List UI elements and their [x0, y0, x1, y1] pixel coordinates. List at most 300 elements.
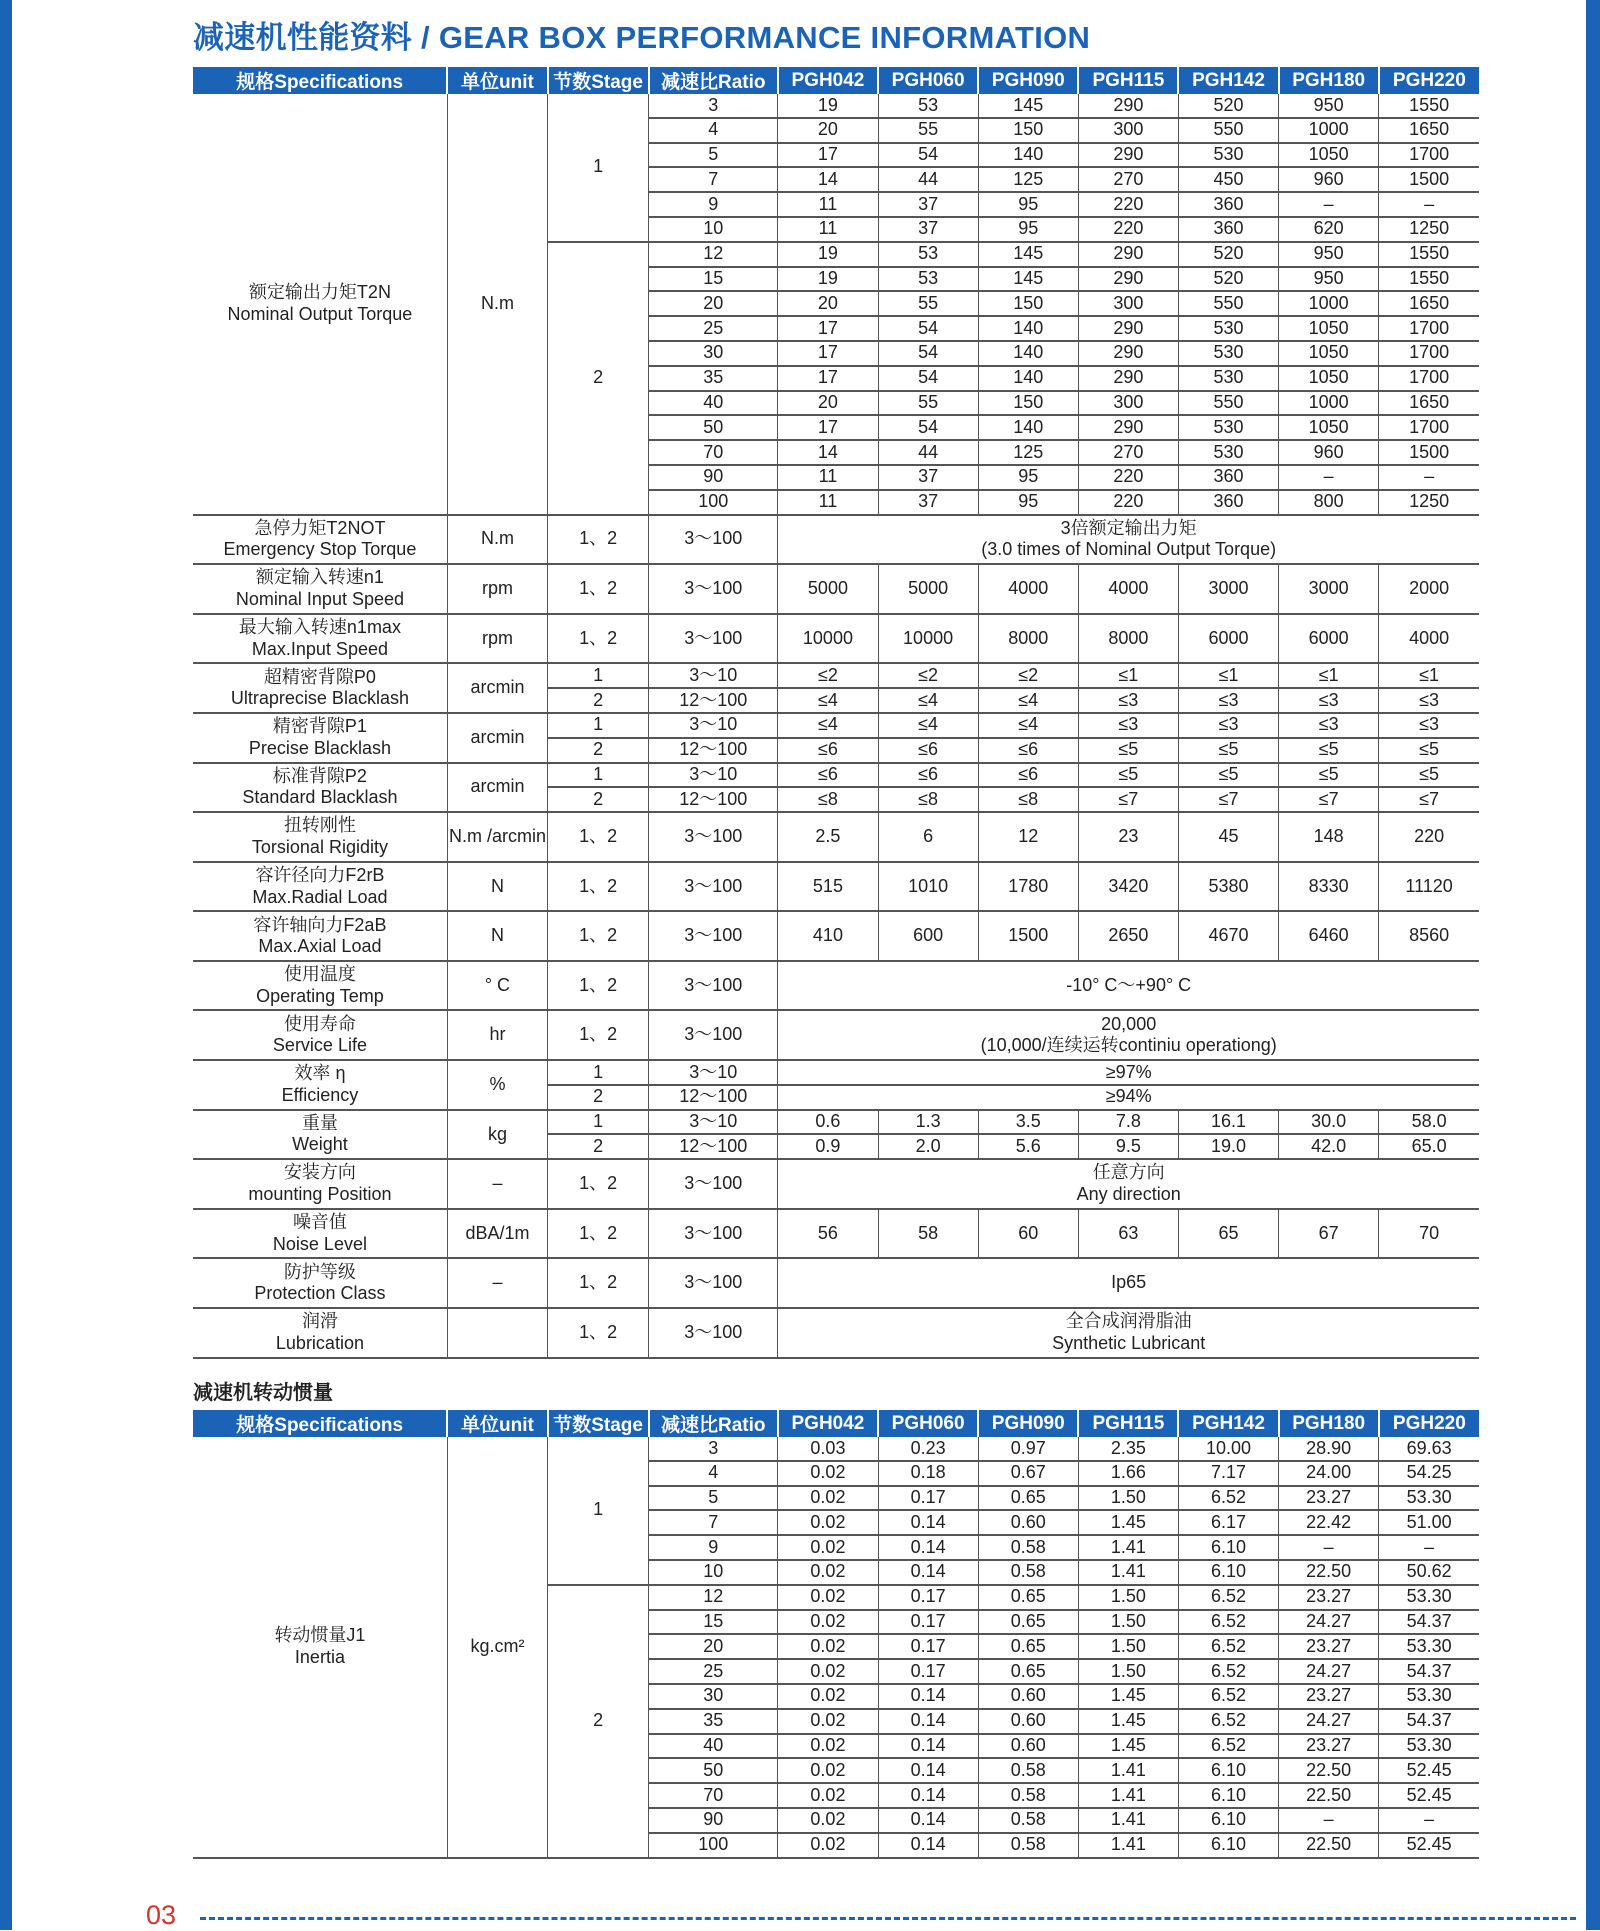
stage-cell: 1、2: [548, 1209, 649, 1259]
value-cell: 52.45: [1379, 1783, 1479, 1808]
value-cell: 54: [878, 143, 978, 168]
value-cell: 960: [1279, 440, 1379, 465]
value-cell: 530: [1178, 415, 1278, 440]
value-cell: 37: [878, 192, 978, 217]
spec-label-cn: 额定输入转速n1: [255, 567, 384, 588]
value-cell: 1550: [1379, 94, 1479, 118]
ratio-cell: 3～10: [649, 1060, 778, 1085]
header-stage: 节数Stage: [548, 1410, 649, 1437]
merged-line: 3倍额定输出力矩: [1060, 517, 1197, 538]
value-cell: 23.27: [1279, 1734, 1379, 1759]
ratio-cell: 3～100: [649, 515, 778, 565]
table-row: [193, 94, 1479, 118]
value-cell: 22.50: [1279, 1560, 1379, 1585]
value-cell: 9.5: [1078, 1134, 1178, 1159]
value-cell: 220: [1078, 465, 1178, 490]
value-cell: 550: [1178, 291, 1278, 316]
value-cell: ≤2: [978, 663, 1078, 688]
value-cell: 53.30: [1379, 1585, 1479, 1610]
value-cell: –: [1279, 192, 1379, 217]
spec-label-en: Protection Class: [254, 1283, 386, 1304]
value-cell: 54: [878, 316, 978, 341]
value-cell: 19: [778, 242, 878, 267]
value-cell: 1.50: [1078, 1486, 1178, 1511]
value-cell: 0.17: [878, 1585, 978, 1610]
value-cell: ≤4: [878, 688, 978, 713]
spec-label-en: Efficiency: [281, 1084, 359, 1105]
ratio-cell: 90: [649, 1808, 778, 1833]
value-cell: 6.17: [1178, 1510, 1278, 1535]
value-cell: 0.97: [978, 1437, 1078, 1461]
stage-cell: 2: [548, 1585, 649, 1858]
ratio-cell: 3: [649, 94, 778, 118]
value-cell: 0.14: [878, 1783, 978, 1808]
value-cell: 1780: [978, 862, 1078, 912]
ratio-cell: 3～10: [649, 663, 778, 688]
value-cell: 140: [978, 366, 1078, 391]
ratio-cell: 3～100: [649, 1308, 778, 1358]
ratio-cell: 40: [649, 1734, 778, 1759]
merged-value-cell: ≥97%: [778, 1060, 1479, 1085]
value-cell: 8330: [1279, 862, 1379, 912]
value-cell: 6.52: [1178, 1585, 1278, 1610]
value-cell: 24.27: [1279, 1709, 1379, 1734]
value-cell: 4000: [978, 564, 1078, 614]
spec-label: [193, 862, 447, 912]
value-cell: 53.30: [1379, 1486, 1479, 1511]
merged-line: 任意方向: [1092, 1162, 1165, 1183]
merged-value-cell: [778, 1308, 1479, 1358]
header-model: PGH042: [778, 1410, 878, 1437]
value-cell: 220: [1078, 192, 1178, 217]
merged-value-cell: [778, 1258, 1479, 1308]
ratio-cell: 12～100: [649, 738, 778, 763]
value-cell: 56: [778, 1209, 878, 1259]
value-cell: –: [1279, 465, 1379, 490]
value-cell: ≤6: [978, 763, 1078, 788]
unit-cell: rpm: [447, 564, 547, 614]
stage-cell: 2: [548, 787, 649, 812]
stage-cell: 1、2: [548, 961, 649, 1011]
value-cell: ≤5: [1178, 763, 1278, 788]
merged-line: -10° C～+90° C: [1066, 974, 1192, 995]
table-row: [193, 713, 1479, 738]
unit-cell: N: [447, 911, 547, 961]
value-cell: 0.14: [878, 1684, 978, 1709]
value-cell: 1.50: [1078, 1659, 1178, 1684]
value-cell: –: [1279, 1808, 1379, 1833]
value-cell: 1650: [1379, 391, 1479, 416]
header-model: PGH060: [878, 67, 978, 94]
ratio-cell: 50: [649, 1758, 778, 1783]
value-cell: 6.52: [1178, 1734, 1278, 1759]
stage-cell: 1、2: [548, 1258, 649, 1308]
spec-label-cn: 重量: [301, 1112, 338, 1133]
table-row: [193, 911, 1479, 961]
value-cell: 1.45: [1078, 1734, 1178, 1759]
value-cell: 65: [1178, 1209, 1278, 1259]
value-cell: 42.0: [1279, 1134, 1379, 1159]
value-cell: 0.02: [778, 1808, 878, 1833]
value-cell: 0.14: [878, 1535, 978, 1560]
value-cell: 0.58: [978, 1808, 1078, 1833]
table-row: [193, 1437, 1479, 1461]
spec-label: [193, 564, 447, 614]
ratio-cell: 4: [649, 1461, 778, 1486]
value-cell: 54.25: [1379, 1461, 1479, 1486]
value-cell: 0.02: [778, 1833, 878, 1858]
value-cell: ≤8: [878, 787, 978, 812]
value-cell: 1500: [1379, 440, 1479, 465]
value-cell: 1.50: [1078, 1585, 1178, 1610]
value-cell: 1.66: [1078, 1461, 1178, 1486]
unit-cell: –: [447, 1258, 547, 1308]
value-cell: 145: [978, 267, 1078, 292]
value-cell: 0.14: [878, 1560, 978, 1585]
value-cell: 0.14: [878, 1808, 978, 1833]
stage-cell: 1: [548, 1437, 649, 1585]
spec-label: [193, 1159, 447, 1209]
value-cell: 0.17: [878, 1610, 978, 1635]
value-cell: 960: [1279, 167, 1379, 192]
value-cell: 0.18: [878, 1461, 978, 1486]
value-cell: 53: [878, 94, 978, 118]
value-cell: 0.02: [778, 1461, 878, 1486]
value-cell: 11: [778, 217, 878, 242]
left-border-bar: [0, 0, 12, 1930]
value-cell: 0.65: [978, 1610, 1078, 1635]
spec-label: [193, 614, 447, 664]
value-cell: 60: [978, 1209, 1078, 1259]
value-cell: ≤3: [1279, 713, 1379, 738]
stage-cell: 1、2: [548, 1010, 649, 1060]
ratio-cell: 70: [649, 1783, 778, 1808]
value-cell: 23: [1078, 812, 1178, 862]
value-cell: 53.30: [1379, 1634, 1479, 1659]
merged-line: 全合成润滑脂油: [1065, 1311, 1192, 1332]
performance-table: [193, 67, 1479, 1359]
value-cell: 22.50: [1279, 1783, 1379, 1808]
value-cell: 0.02: [778, 1659, 878, 1684]
stage-cell: 1、2: [548, 614, 649, 664]
spec-label-en: Operating Temp: [256, 985, 384, 1006]
merged-value-cell: [778, 961, 1479, 1011]
merged-line: 20,000: [1101, 1013, 1157, 1034]
unit-cell: rpm: [447, 614, 547, 664]
spec-label-en: Max.Radial Load: [252, 886, 388, 907]
header-model: PGH142: [1178, 67, 1278, 94]
stage-cell: 1、2: [548, 911, 649, 961]
value-cell: 7.17: [1178, 1461, 1278, 1486]
ratio-cell: 9: [649, 1535, 778, 1560]
value-cell: 0.14: [878, 1734, 978, 1759]
spec-label-cn: 扭转刚性: [283, 815, 356, 836]
value-cell: 1050: [1279, 341, 1379, 366]
value-cell: 67: [1279, 1209, 1379, 1259]
header-model: PGH180: [1279, 67, 1379, 94]
value-cell: 0.02: [778, 1684, 878, 1709]
value-cell: 520: [1178, 242, 1278, 267]
value-cell: 0.02: [778, 1486, 878, 1511]
value-cell: ≤1: [1279, 663, 1379, 688]
value-cell: 1550: [1379, 267, 1479, 292]
spec-label-cn: 额定输出力矩T2N: [248, 282, 391, 303]
value-cell: 0.6: [778, 1110, 878, 1135]
stage-cell: 1: [548, 663, 649, 688]
value-cell: 6.10: [1178, 1783, 1278, 1808]
unit-cell: N.m: [447, 515, 547, 565]
ratio-cell: 10: [649, 217, 778, 242]
unit-cell: N.m /arcmin: [447, 812, 547, 862]
ratio-cell: 3～100: [649, 1209, 778, 1259]
value-cell: 1050: [1279, 143, 1379, 168]
value-cell: 19: [778, 267, 878, 292]
spec-label-cn: 急停力矩T2NOT: [254, 517, 386, 538]
value-cell: 10.00: [1178, 1437, 1278, 1461]
ratio-cell: 3～100: [649, 1258, 778, 1308]
value-cell: 4670: [1178, 911, 1278, 961]
value-cell: 17: [778, 415, 878, 440]
value-cell: –: [1379, 192, 1479, 217]
value-cell: 53: [878, 267, 978, 292]
ratio-cell: 5: [649, 1486, 778, 1511]
value-cell: 1.3: [878, 1110, 978, 1135]
unit-cell: dBA/1m: [447, 1209, 547, 1259]
header-model: PGH142: [1178, 1410, 1278, 1437]
value-cell: 11: [778, 490, 878, 515]
value-cell: 50.62: [1379, 1560, 1479, 1585]
value-cell: 24.00: [1279, 1461, 1379, 1486]
header-model: PGH220: [1379, 67, 1479, 94]
value-cell: 55: [878, 391, 978, 416]
spec-label-en: Nominal Output Torque: [227, 303, 413, 324]
spec-label-en: mounting Position: [248, 1184, 392, 1205]
value-cell: 220: [1078, 217, 1178, 242]
value-cell: 1.45: [1078, 1684, 1178, 1709]
value-cell: 290: [1078, 341, 1178, 366]
table-header-row: [193, 67, 1479, 94]
ratio-cell: 100: [649, 490, 778, 515]
value-cell: 22.50: [1279, 1758, 1379, 1783]
ratio-cell: 12: [649, 242, 778, 267]
value-cell: ≤5: [1078, 763, 1178, 788]
value-cell: ≤5: [1178, 738, 1278, 763]
spec-label-cn: 容许轴向力F2aB: [253, 914, 387, 935]
value-cell: 300: [1078, 291, 1178, 316]
value-cell: 3000: [1178, 564, 1278, 614]
value-cell: 2.5: [778, 812, 878, 862]
value-cell: 6000: [1279, 614, 1379, 664]
spec-label: [193, 961, 447, 1011]
value-cell: 63: [1078, 1209, 1178, 1259]
value-cell: 54: [878, 341, 978, 366]
value-cell: 0.02: [778, 1783, 878, 1808]
footer-divider: [200, 1917, 1576, 1920]
spec-label: [193, 713, 447, 763]
ratio-cell: 3～100: [649, 961, 778, 1011]
value-cell: 10000: [778, 614, 878, 664]
value-cell: 0.17: [878, 1634, 978, 1659]
spec-label-cn: 超精密背隙P0: [263, 666, 376, 687]
value-cell: 220: [1379, 812, 1479, 862]
value-cell: 95: [978, 192, 1078, 217]
value-cell: 0.9: [778, 1134, 878, 1159]
table-row: [193, 1258, 1479, 1308]
value-cell: 2.35: [1078, 1437, 1178, 1461]
value-cell: 1500: [978, 911, 1078, 961]
ratio-cell: 25: [649, 316, 778, 341]
ratio-cell: 20: [649, 1634, 778, 1659]
value-cell: 600: [878, 911, 978, 961]
value-cell: 54.37: [1379, 1709, 1479, 1734]
value-cell: 1.41: [1078, 1808, 1178, 1833]
value-cell: 0.58: [978, 1833, 1078, 1858]
value-cell: 410: [778, 911, 878, 961]
spec-label-en: Inertia: [294, 1646, 345, 1667]
value-cell: ≤5: [1379, 763, 1479, 788]
value-cell: 150: [978, 291, 1078, 316]
spec-label: [193, 1010, 447, 1060]
spec-label-cn: 使用温度: [283, 964, 356, 985]
value-cell: 1250: [1379, 490, 1479, 515]
value-cell: 6.10: [1178, 1808, 1278, 1833]
stage-cell: 2: [548, 242, 649, 515]
value-cell: 7.8: [1078, 1110, 1178, 1135]
spec-label: [193, 1308, 447, 1358]
header-model: PGH060: [878, 1410, 978, 1437]
stage-cell: 1、2: [548, 812, 649, 862]
merged-line: (3.0 times of Nominal Output Torque): [981, 539, 1277, 560]
value-cell: ≤5: [1279, 763, 1379, 788]
table-row: [193, 1010, 1479, 1060]
value-cell: 6.10: [1178, 1560, 1278, 1585]
unit-cell: N.m: [447, 94, 547, 515]
value-cell: ≤1: [1379, 663, 1479, 688]
inertia-section-title: 减速机转动惯量: [193, 1382, 333, 1404]
value-cell: 10000: [878, 614, 978, 664]
spec-label-cn: 使用寿命: [283, 1013, 356, 1034]
ratio-cell: 7: [649, 167, 778, 192]
value-cell: 290: [1078, 415, 1178, 440]
value-cell: 1.45: [1078, 1510, 1178, 1535]
unit-cell: kg: [447, 1110, 547, 1160]
value-cell: 0.67: [978, 1461, 1078, 1486]
value-cell: 53.30: [1379, 1684, 1479, 1709]
value-cell: 0.60: [978, 1510, 1078, 1535]
merged-value-cell: [778, 515, 1479, 565]
spec-label: [193, 1258, 447, 1308]
value-cell: 6.52: [1178, 1610, 1278, 1635]
value-cell: ≤4: [778, 688, 878, 713]
ratio-cell: 12～100: [649, 688, 778, 713]
value-cell: ≤6: [978, 738, 1078, 763]
value-cell: ≤7: [1078, 787, 1178, 812]
ratio-cell: 15: [649, 1610, 778, 1635]
value-cell: 1700: [1379, 415, 1479, 440]
ratio-cell: 3～10: [649, 763, 778, 788]
ratio-cell: 9: [649, 192, 778, 217]
value-cell: 0.02: [778, 1535, 878, 1560]
stage-cell: 2: [548, 738, 649, 763]
value-cell: ≤7: [1178, 787, 1278, 812]
value-cell: 530: [1178, 316, 1278, 341]
stage-cell: 2: [548, 1134, 649, 1159]
spec-label: [193, 812, 447, 862]
value-cell: 4000: [1078, 564, 1178, 614]
page-number: 03: [146, 1900, 177, 1930]
header-unit: 单位unit: [447, 67, 547, 94]
table-row: [193, 862, 1479, 912]
value-cell: 0.03: [778, 1437, 878, 1461]
value-cell: 11: [778, 465, 878, 490]
value-cell: 1.41: [1078, 1560, 1178, 1585]
value-cell: 530: [1178, 440, 1278, 465]
spec-label: [193, 663, 447, 713]
value-cell: 140: [978, 341, 1078, 366]
value-cell: 11: [778, 192, 878, 217]
value-cell: 3.5: [978, 1110, 1078, 1135]
value-cell: 44: [878, 167, 978, 192]
value-cell: 0.58: [978, 1758, 1078, 1783]
value-cell: 24.27: [1279, 1659, 1379, 1684]
value-cell: 1700: [1379, 316, 1479, 341]
value-cell: 65.0: [1379, 1134, 1479, 1159]
value-cell: 20: [778, 118, 878, 143]
value-cell: 125: [978, 440, 1078, 465]
value-cell: 1000: [1279, 118, 1379, 143]
table-row: [193, 614, 1479, 664]
value-cell: 6.10: [1178, 1758, 1278, 1783]
value-cell: 0.02: [778, 1734, 878, 1759]
value-cell: 44: [878, 440, 978, 465]
value-cell: 16.1: [1178, 1110, 1278, 1135]
value-cell: 530: [1178, 341, 1278, 366]
value-cell: 1050: [1279, 366, 1379, 391]
spec-label-en: Ultraprecise Blacklash: [230, 688, 409, 709]
value-cell: ≤6: [878, 738, 978, 763]
spec-label: [193, 94, 447, 515]
unit-cell: [447, 1308, 547, 1358]
value-cell: 0.14: [878, 1758, 978, 1783]
value-cell: 0.60: [978, 1709, 1078, 1734]
merged-line: Ip65: [1111, 1272, 1147, 1293]
value-cell: ≤6: [778, 763, 878, 788]
value-cell: ≤3: [1379, 713, 1479, 738]
value-cell: 1.41: [1078, 1833, 1178, 1858]
spec-label-cn: 最大输入转速n1max: [238, 616, 401, 637]
merged-line: Synthetic Lubricant: [1052, 1332, 1206, 1353]
spec-label: [193, 1060, 447, 1110]
value-cell: 0.14: [878, 1833, 978, 1858]
value-cell: 220: [1078, 490, 1178, 515]
value-cell: 17: [778, 316, 878, 341]
value-cell: 520: [1178, 94, 1278, 118]
ratio-cell: 3～100: [649, 1010, 778, 1060]
value-cell: 0.02: [778, 1510, 878, 1535]
inertia-table: [193, 1410, 1479, 1859]
value-cell: 125: [978, 167, 1078, 192]
header-model: PGH042: [778, 67, 878, 94]
value-cell: ≤5: [1279, 738, 1379, 763]
value-cell: 0.65: [978, 1585, 1078, 1610]
value-cell: 14: [778, 440, 878, 465]
ratio-cell: 12～100: [649, 1134, 778, 1159]
header-model: PGH090: [978, 67, 1078, 94]
value-cell: 5000: [778, 564, 878, 614]
table-row: [193, 1159, 1479, 1209]
value-cell: 1700: [1379, 143, 1479, 168]
value-cell: 950: [1279, 267, 1379, 292]
